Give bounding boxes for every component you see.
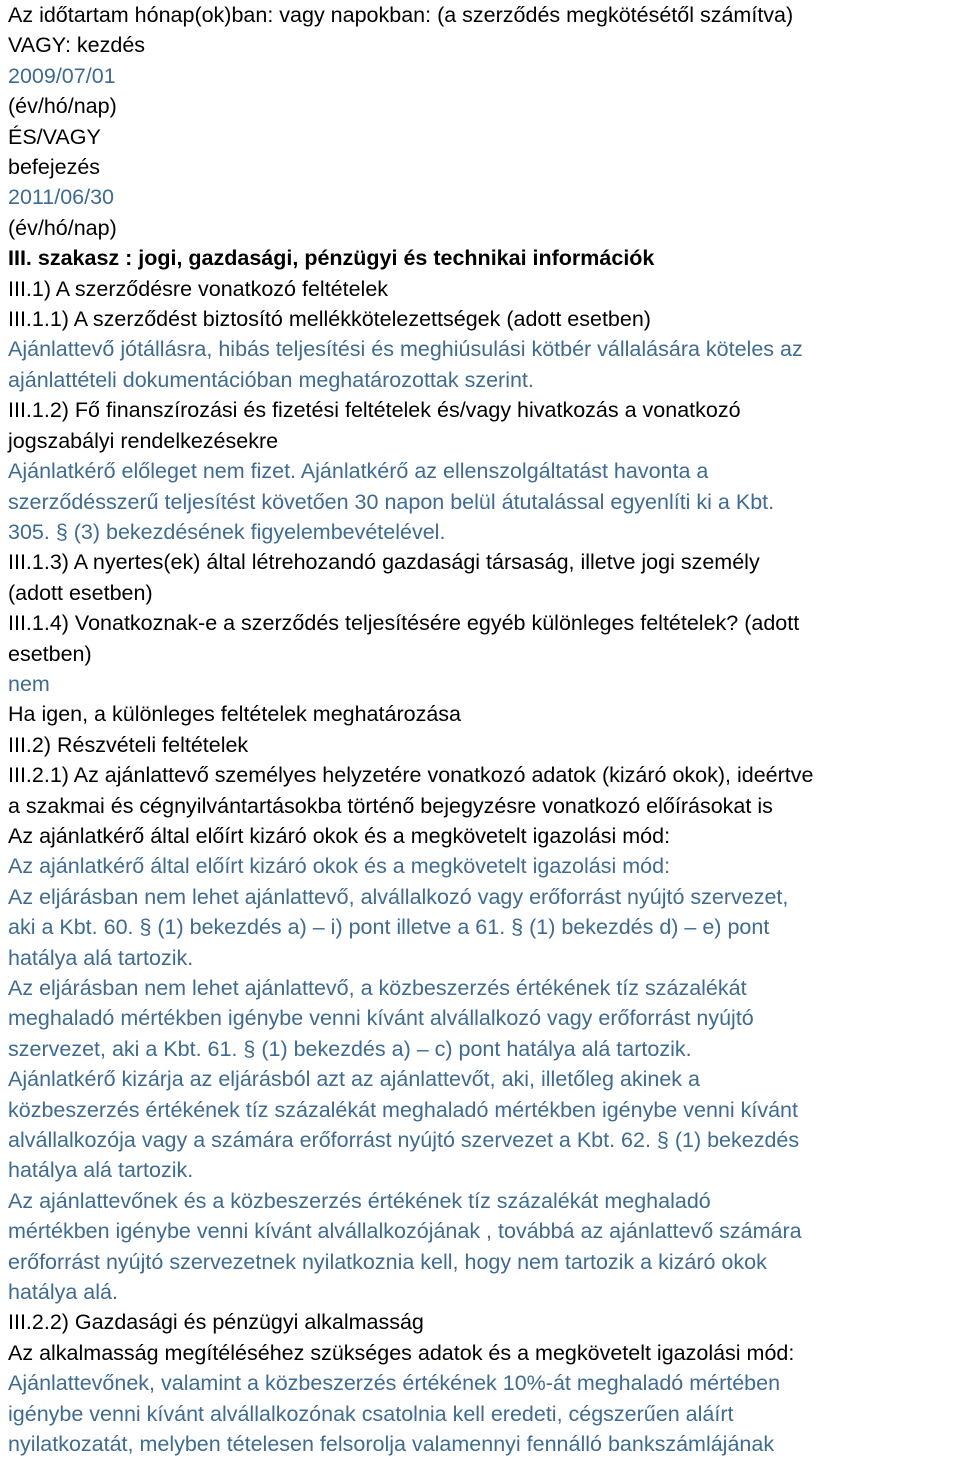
text-line: 2011/06/30: [8, 185, 115, 210]
text-line: III.1.1) A szerződést biztosító mellékkötelezettségek (adott esetben): [8, 307, 651, 332]
text-line: hatálya alá.: [8, 1280, 118, 1305]
text-line: mértékben igénybe venni kívánt alvállalkozójának , továbbá az ajánlattevő számára: [8, 1219, 802, 1244]
text-line: Ajánlattevő jótállásra, hibás teljesítési és meghiúsulási kötbér vállalására köteles az: [8, 337, 803, 362]
text-line: jogszabályi rendelkezésekre: [8, 428, 279, 453]
text-line: hatálya alá tartozik.: [8, 1158, 194, 1183]
text-line: Az eljárásban nem lehet ajánlattevő, a közbeszerzés értékének tíz százalékát: [8, 976, 747, 1000]
text-line: Az ajánlatkérő által előírt kizáró okok és a megkövetelt igazolási mód:: [8, 823, 671, 848]
text-line: Az időtartam hónap(ok)ban: vagy napokban: (a szerződés megkötésétől számítva): [8, 3, 794, 27]
text-line: a szakmai és cégnyilvántartásokba történő bejegyzésre vonatkozó előírásokat is: [8, 793, 773, 818]
text-line: Ajánlatkérő kizárja az eljárásból azt az ajánlattevőt, aki, illetőleg akinek a: [8, 1067, 700, 1092]
text-line: erőforrást nyújtó szervezetnek nyilatkoznia kell, hogy nem tartozik a kizáró okok: [8, 1249, 767, 1274]
text-line: VAGY: kezdés: [8, 33, 146, 58]
text-line: Az ajánlattevőnek és a közbeszerzés értékének tíz százalékát meghaladó: [8, 1188, 711, 1213]
text-line: igénybe venni kívánt alvállalkozónak csatolnia kell eredeti, cégszerűen aláírt: [8, 1401, 734, 1426]
text-line: hatálya alá tartozik.: [8, 945, 194, 970]
text-line: III.2) Részvételi feltételek: [8, 732, 249, 757]
text-line: befejezés: [8, 155, 101, 180]
text-line: III.2.2) Gazdasági és pénzügyi alkalmasság: [8, 1310, 424, 1335]
text-line: III.2.1) Az ajánlattevő személyes helyzetére vonatkozó adatok (kizáró okok), ideértve: [8, 763, 814, 788]
text-line: ÉS/VAGY: [8, 124, 101, 149]
text-line: 2009/07/01: [8, 63, 116, 88]
text-line: III. szakasz : jogi, gazdasági, pénzügyi és technikai információk: [8, 246, 655, 271]
text-line: Ajánlatkérő előleget nem fizet. Ajánlatkérő az ellenszolgáltatást havonta a: [8, 459, 709, 484]
text-line: esetben): [8, 641, 92, 666]
text-line: meghaladó mértékben igénybe venni kívánt alvállalkozó vagy erőforrást nyújtó: [8, 1006, 754, 1031]
text-line: (év/hó/nap): [8, 94, 117, 119]
text-line: (adott esetben): [8, 580, 153, 605]
text-line: szervezet, aki a Kbt. 61. § (1) bekezdés a) – c) pont hatálya alá tartozik.: [8, 1036, 692, 1061]
text-line: III.1.2) Fő finanszírozási és fizetési feltételek és/vagy hivatkozás a vonatkozó: [8, 398, 741, 423]
text-line: III.1.4) Vonatkoznak-e a szerződés teljesítésére egyéb különleges feltételek? (adott: [8, 611, 800, 636]
text-line: (év/hó/nap): [8, 215, 117, 240]
text-line: nyilatkozatát, melyben tételesen felsorolja valamennyi fennálló bankszámlájának: [8, 1432, 775, 1457]
text-line: Az ajánlatkérő által előírt kizáró okok és a megkövetelt igazolási mód:: [8, 854, 671, 879]
text-line: Ha igen, a különleges feltételek meghatározása: [8, 702, 461, 727]
text-line: III.1) A szerződésre vonatkozó feltételek: [8, 276, 389, 301]
text-line: nem: [8, 671, 50, 696]
text-line: alvállalkozója vagy a számára erőforrást nyújtó szervezet a Kbt. 62. § (1) bekezdés: [8, 1128, 800, 1153]
text-line: Az eljárásban nem lehet ajánlattevő, alvállalkozó vagy erőforrást nyújtó szervezet,: [8, 884, 789, 909]
text-line: Az alkalmasság megítéléséhez szükséges adatok és a megkövetelt igazolási mód:: [8, 1340, 795, 1365]
text-line: aki a Kbt. 60. § (1) bekezdés a) – i) pont illetve a 61. § (1) bekezdés d) – e) pont: [8, 915, 770, 940]
text-line: ajánlattételi dokumentációban meghatározottak szerint.: [8, 367, 534, 392]
text-line: 305. § (3) bekezdésének figyelembevételével.: [8, 519, 446, 544]
text-line: III.1.3) A nyertes(ek) által létrehozandó gazdasági társaság, illetve jogi személy: [8, 550, 760, 575]
text-line: közbeszerzés értékének tíz százalékát meghaladó mértékben igénybe venni kívánt: [8, 1097, 798, 1122]
text-line: szerződésszerű teljesítést követően 30 napon belül átutalással egyenlíti ki a Kbt.: [8, 489, 775, 514]
text-line: Ajánlattevőnek, valamint a közbeszerzés értékének 10%-át meghaladó mértében: [8, 1371, 781, 1396]
